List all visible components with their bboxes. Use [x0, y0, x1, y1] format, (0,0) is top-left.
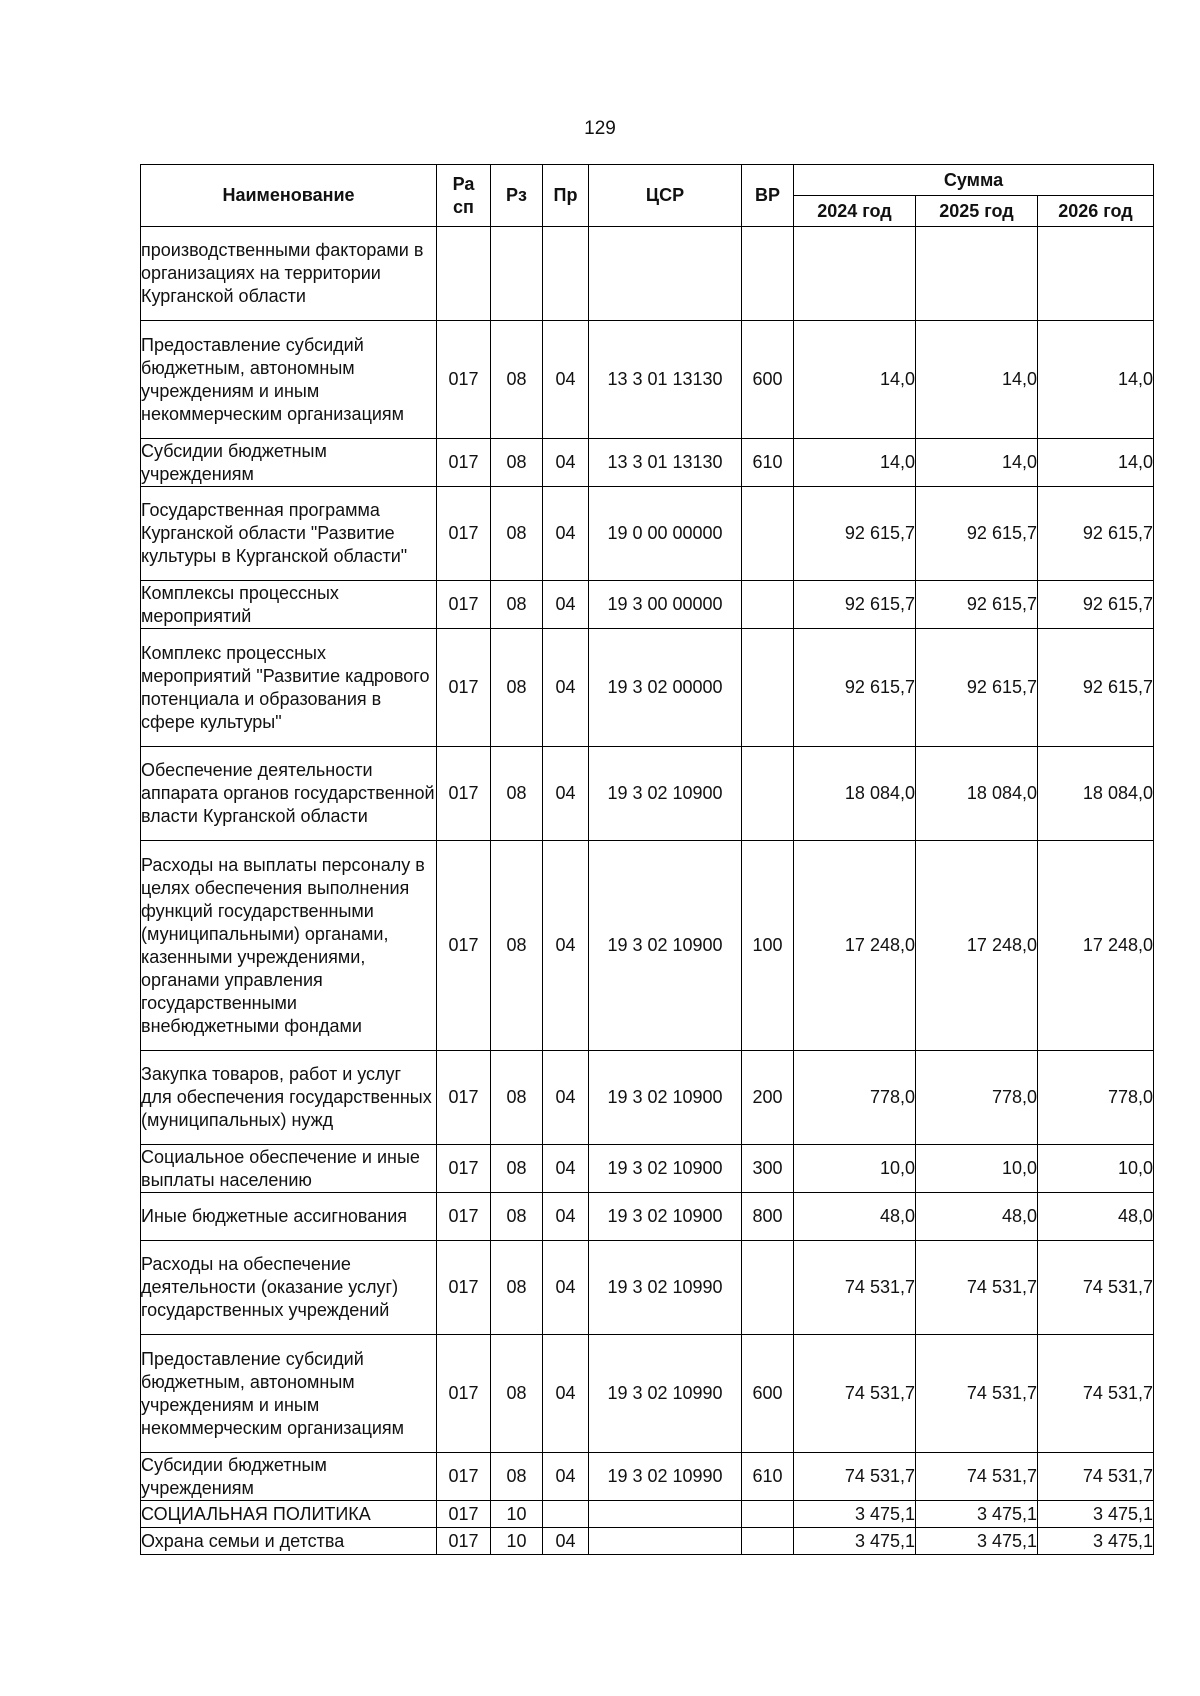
cell-2025: 74 531,7	[916, 1241, 1038, 1335]
budget-table	[140, 164, 1154, 1555]
cell-2026: 17 248,0	[1038, 841, 1154, 1051]
cell-vr: 200	[742, 1051, 794, 1145]
cell-2026: 74 531,7	[1038, 1453, 1154, 1501]
cell-rz: 08	[491, 841, 543, 1051]
cell-rz: 08	[491, 581, 543, 629]
cell-rz: 08	[491, 439, 543, 487]
header-pr: Пр	[543, 165, 589, 227]
table-row	[141, 1453, 1154, 1501]
cell-rz: 08	[491, 487, 543, 581]
cell-rasp: 017	[437, 1453, 491, 1501]
header-year-2024: 2024 год	[794, 196, 916, 227]
cell-2026: 10,0	[1038, 1145, 1154, 1193]
cell-rasp: 017	[437, 629, 491, 747]
cell-2026: 14,0	[1038, 439, 1154, 487]
cell-csr: 19 3 02 00000	[589, 629, 742, 747]
cell-rz: 08	[491, 1193, 543, 1241]
table-row	[141, 1501, 1154, 1528]
cell-csr: 13 3 01 13130	[589, 321, 742, 439]
cell-2024	[794, 227, 916, 321]
cell-2024: 74 531,7	[794, 1453, 916, 1501]
table-row	[141, 1241, 1154, 1335]
cell-name: Субсидии бюджетным учреждениям	[141, 1453, 437, 1501]
cell-vr: 600	[742, 1335, 794, 1453]
cell-name: Комплекс процессных мероприятий "Развитие кадрового потенциала и образования в сфере культуры"	[141, 629, 437, 747]
table-row	[141, 747, 1154, 841]
cell-name: Субсидии бюджетным учреждениям	[141, 439, 437, 487]
cell-csr: 19 3 02 10900	[589, 1193, 742, 1241]
cell-vr: 100	[742, 841, 794, 1051]
cell-name: Социальное обеспечение и иные выплаты населению	[141, 1145, 437, 1193]
cell-pr	[543, 1501, 589, 1528]
cell-pr: 04	[543, 841, 589, 1051]
cell-csr: 19 3 02 10900	[589, 841, 742, 1051]
cell-name: Предоставление субсидий бюджетным, автономным учреждениям и иным некоммерческим организациям	[141, 321, 437, 439]
cell-pr: 04	[543, 487, 589, 581]
table-row	[141, 321, 1154, 439]
cell-rasp: 017	[437, 841, 491, 1051]
cell-name: Закупка товаров, работ и услуг для обеспечения государственных (муниципальных) нужд	[141, 1051, 437, 1145]
cell-pr: 04	[543, 439, 589, 487]
cell-2026: 92 615,7	[1038, 629, 1154, 747]
cell-vr: 300	[742, 1145, 794, 1193]
cell-2024: 92 615,7	[794, 581, 916, 629]
cell-pr: 04	[543, 1335, 589, 1453]
cell-rasp: 017	[437, 1145, 491, 1193]
table-row	[141, 1051, 1154, 1145]
cell-2025: 92 615,7	[916, 629, 1038, 747]
header-year-2026: 2026 год	[1038, 196, 1154, 227]
cell-name: Расходы на выплаты персоналу в целях обеспечения выполнения функций государственными (муниципальными) органами, казенными учреждениями, органами управления государственными внебюджетными фондами	[141, 841, 437, 1051]
cell-rz: 08	[491, 1335, 543, 1453]
cell-2025: 3 475,1	[916, 1501, 1038, 1528]
cell-2025: 74 531,7	[916, 1335, 1038, 1453]
cell-2025: 3 475,1	[916, 1528, 1038, 1555]
cell-2025: 18 084,0	[916, 747, 1038, 841]
cell-csr	[589, 1501, 742, 1528]
cell-rasp: 017	[437, 747, 491, 841]
cell-name: Предоставление субсидий бюджетным, автономным учреждениям и иным некоммерческим организациям	[141, 1335, 437, 1453]
cell-2025: 778,0	[916, 1051, 1038, 1145]
table-row	[141, 227, 1154, 321]
cell-2025: 17 248,0	[916, 841, 1038, 1051]
cell-2026: 48,0	[1038, 1193, 1154, 1241]
cell-name: Расходы на обеспечение деятельности (оказание услуг) государственных учреждений	[141, 1241, 437, 1335]
cell-2026: 18 084,0	[1038, 747, 1154, 841]
cell-vr	[742, 227, 794, 321]
header-vr: ВР	[742, 165, 794, 227]
cell-name: Иные бюджетные ассигнования	[141, 1193, 437, 1241]
cell-vr	[742, 747, 794, 841]
cell-rasp: 017	[437, 1335, 491, 1453]
cell-name: производственными факторами в организациях на территории Курганской области	[141, 227, 437, 321]
cell-2024: 14,0	[794, 439, 916, 487]
table-row	[141, 487, 1154, 581]
cell-2025: 14,0	[916, 439, 1038, 487]
cell-2025: 92 615,7	[916, 487, 1038, 581]
cell-csr: 19 3 00 00000	[589, 581, 742, 629]
cell-2024: 74 531,7	[794, 1241, 916, 1335]
cell-pr: 04	[543, 1051, 589, 1145]
cell-vr	[742, 581, 794, 629]
cell-rz: 10	[491, 1501, 543, 1528]
cell-rz: 08	[491, 321, 543, 439]
cell-csr: 19 3 02 10900	[589, 1145, 742, 1193]
cell-name: Комплексы процессных мероприятий	[141, 581, 437, 629]
table-row	[141, 629, 1154, 747]
cell-2024: 17 248,0	[794, 841, 916, 1051]
cell-csr	[589, 227, 742, 321]
cell-2026: 14,0	[1038, 321, 1154, 439]
table-row	[141, 1145, 1154, 1193]
cell-pr: 04	[543, 629, 589, 747]
cell-2026: 92 615,7	[1038, 581, 1154, 629]
cell-pr: 04	[543, 1145, 589, 1193]
cell-name: Охрана семьи и детства	[141, 1528, 437, 1555]
cell-rasp: 017	[437, 487, 491, 581]
cell-vr	[742, 1501, 794, 1528]
cell-2024: 3 475,1	[794, 1528, 916, 1555]
cell-vr: 610	[742, 439, 794, 487]
table-row	[141, 1193, 1154, 1241]
cell-2026: 778,0	[1038, 1051, 1154, 1145]
cell-pr	[543, 227, 589, 321]
cell-2026: 74 531,7	[1038, 1241, 1154, 1335]
cell-rz: 10	[491, 1528, 543, 1555]
cell-rasp: 017	[437, 1241, 491, 1335]
table-body	[141, 227, 1154, 1555]
cell-2026: 74 531,7	[1038, 1335, 1154, 1453]
cell-csr: 13 3 01 13130	[589, 439, 742, 487]
table-row	[141, 1528, 1154, 1555]
cell-csr: 19 3 02 10900	[589, 1051, 742, 1145]
table-header	[141, 165, 1154, 227]
cell-2025: 92 615,7	[916, 581, 1038, 629]
cell-vr: 800	[742, 1193, 794, 1241]
cell-2024: 18 084,0	[794, 747, 916, 841]
cell-rz: 08	[491, 629, 543, 747]
cell-rasp: 017	[437, 439, 491, 487]
header-sum: Сумма	[794, 165, 1154, 196]
cell-name: Обеспечение деятельности аппарата органов государственной власти Курганской области	[141, 747, 437, 841]
cell-rz: 08	[491, 1051, 543, 1145]
cell-2024: 48,0	[794, 1193, 916, 1241]
header-csr: ЦСР	[589, 165, 742, 227]
cell-rasp	[437, 227, 491, 321]
header-rasp: Ра сп	[437, 165, 491, 227]
cell-rasp: 017	[437, 581, 491, 629]
cell-rz: 08	[491, 1453, 543, 1501]
cell-vr	[742, 487, 794, 581]
cell-rasp: 017	[437, 1501, 491, 1528]
cell-pr: 04	[543, 1241, 589, 1335]
cell-pr: 04	[543, 321, 589, 439]
cell-vr	[742, 1241, 794, 1335]
table-row	[141, 841, 1154, 1051]
cell-vr	[742, 629, 794, 747]
cell-2025	[916, 227, 1038, 321]
cell-csr: 19 3 02 10990	[589, 1241, 742, 1335]
cell-2024: 92 615,7	[794, 487, 916, 581]
cell-2026: 92 615,7	[1038, 487, 1154, 581]
cell-vr	[742, 1528, 794, 1555]
cell-pr: 04	[543, 581, 589, 629]
cell-csr	[589, 1528, 742, 1555]
header-year-2025: 2025 год	[916, 196, 1038, 227]
cell-2025: 74 531,7	[916, 1453, 1038, 1501]
cell-2026: 3 475,1	[1038, 1501, 1154, 1528]
cell-pr: 04	[543, 747, 589, 841]
table-row	[141, 1335, 1154, 1453]
cell-pr: 04	[543, 1453, 589, 1501]
cell-csr: 19 3 02 10990	[589, 1335, 742, 1453]
header-rz: Рз	[491, 165, 543, 227]
cell-rz	[491, 227, 543, 321]
cell-csr: 19 3 02 10990	[589, 1453, 742, 1501]
cell-rz: 08	[491, 1145, 543, 1193]
cell-2024: 10,0	[794, 1145, 916, 1193]
page-number: 129	[584, 118, 616, 139]
cell-2025: 14,0	[916, 321, 1038, 439]
cell-name: Государственная программа Курганской области "Развитие культуры в Курганской области"	[141, 487, 437, 581]
cell-pr: 04	[543, 1528, 589, 1555]
cell-2024: 92 615,7	[794, 629, 916, 747]
cell-2025: 48,0	[916, 1193, 1038, 1241]
cell-vr: 610	[742, 1453, 794, 1501]
cell-csr: 19 0 00 00000	[589, 487, 742, 581]
table-row	[141, 581, 1154, 629]
cell-rasp: 017	[437, 1193, 491, 1241]
cell-name: СОЦИАЛЬНАЯ ПОЛИТИКА	[141, 1501, 437, 1528]
header-name: Наименование	[141, 165, 437, 227]
cell-2026: 3 475,1	[1038, 1528, 1154, 1555]
cell-2024: 14,0	[794, 321, 916, 439]
cell-2025: 10,0	[916, 1145, 1038, 1193]
cell-rasp: 017	[437, 1528, 491, 1555]
cell-csr: 19 3 02 10900	[589, 747, 742, 841]
cell-rasp: 017	[437, 1051, 491, 1145]
cell-2024: 74 531,7	[794, 1335, 916, 1453]
cell-2024: 778,0	[794, 1051, 916, 1145]
cell-pr: 04	[543, 1193, 589, 1241]
cell-vr: 600	[742, 321, 794, 439]
cell-2024: 3 475,1	[794, 1501, 916, 1528]
cell-rasp: 017	[437, 321, 491, 439]
table-row	[141, 439, 1154, 487]
cell-2026	[1038, 227, 1154, 321]
cell-rz: 08	[491, 1241, 543, 1335]
cell-rz: 08	[491, 747, 543, 841]
